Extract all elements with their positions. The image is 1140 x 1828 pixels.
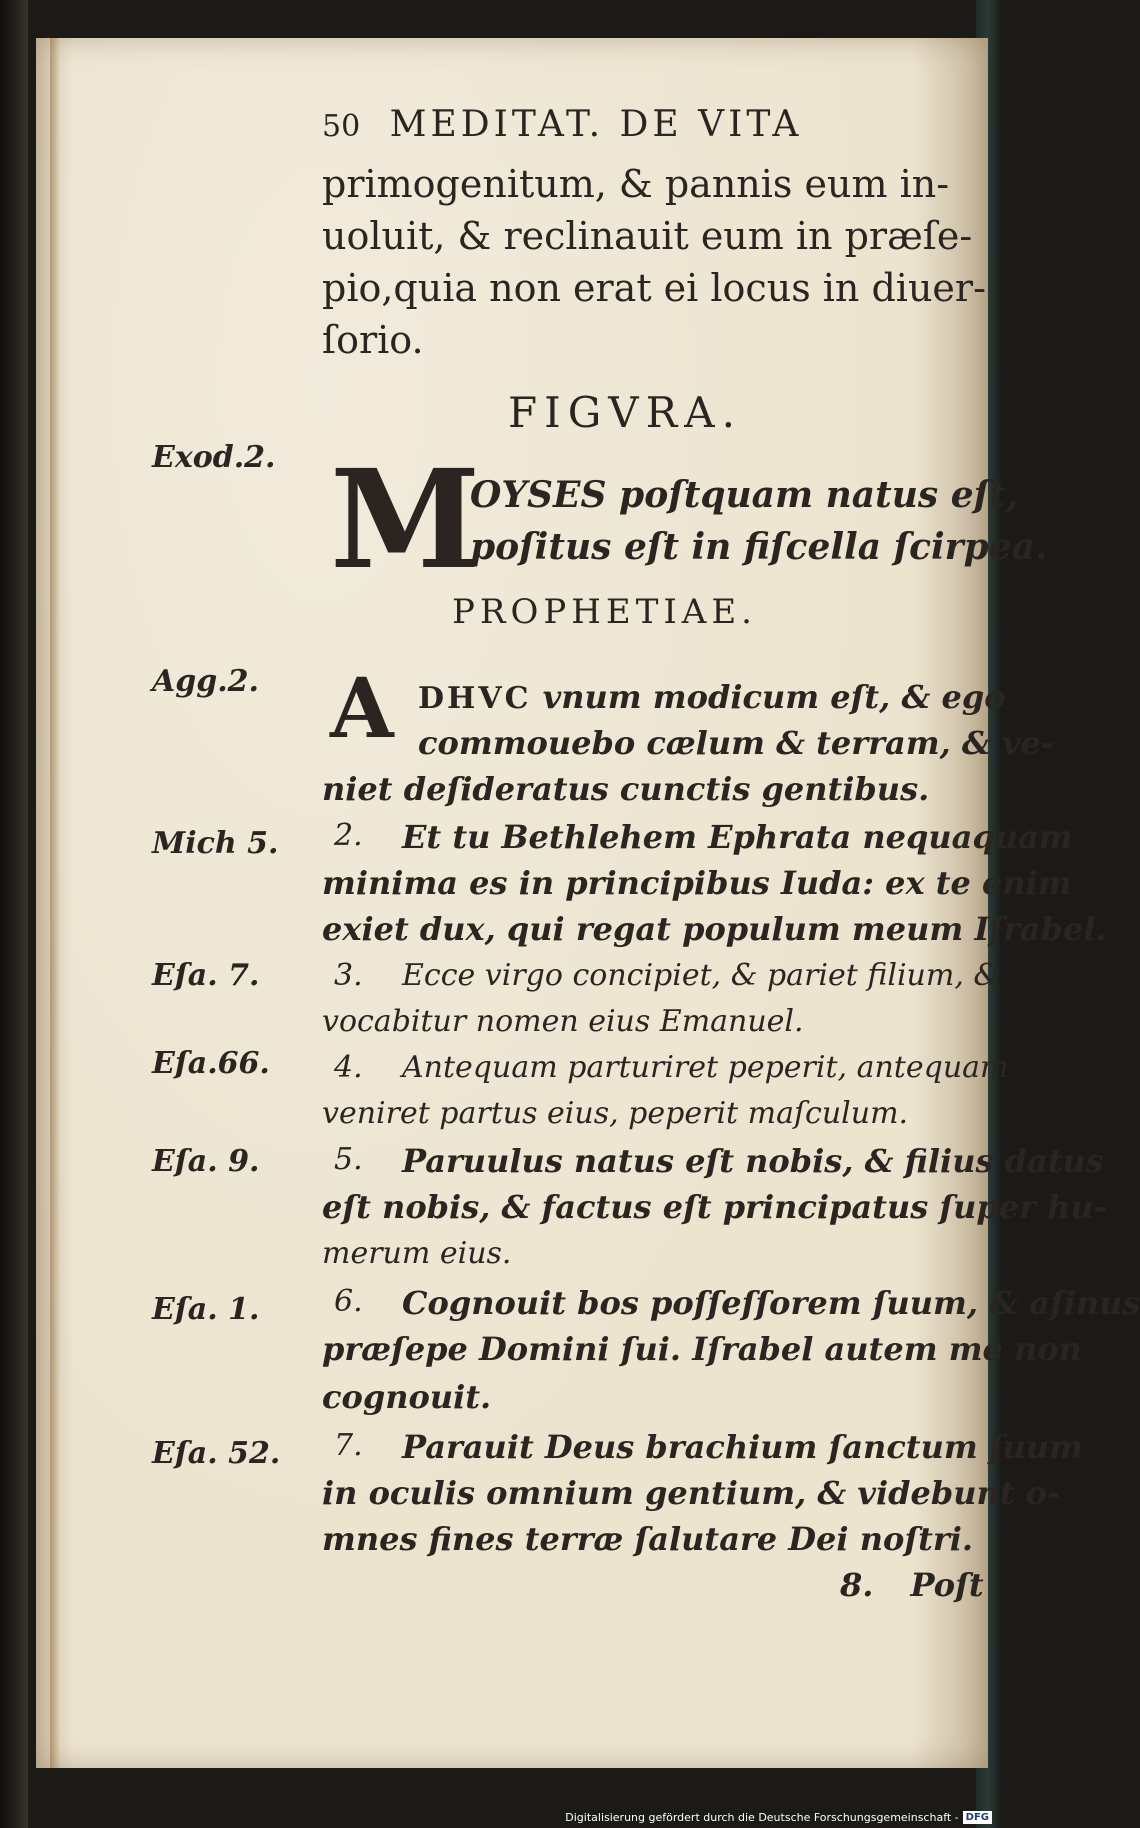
verse-number: 3. — [334, 958, 363, 993]
margin-reference: Eſa. 1. — [152, 1292, 260, 1327]
credit-text: Digitalisierung gefördert durch die Deutsche Forschungsgemeinschaft - — [565, 1811, 959, 1824]
dfg-logo: DFG — [963, 1811, 992, 1824]
digitization-credit — [565, 1811, 992, 1824]
margin-reference: Exod.2. — [152, 440, 276, 475]
margin-reference: Eſa.66. — [152, 1046, 270, 1081]
figura-line: poſitus eſt in fiſcella ſcirpea. — [470, 526, 1048, 568]
verse-number: 2. — [334, 818, 363, 853]
drop-initial-a: A — [330, 661, 394, 757]
prophecy-line: Paruulus natus eſt nobis, & filius datus — [402, 1142, 1104, 1180]
prophecy-line: exiet dux, qui regat populum meum Iſrabel. — [322, 910, 1107, 948]
text-line: uoluit, & reclinauit eum in præſe- — [322, 214, 973, 258]
prophecy-line: Parauit Deus brachium ſanctum ſuum — [402, 1428, 1083, 1466]
text-line: primogenitum, & pannis eum in- — [322, 162, 950, 206]
running-title: MEDITAT. DE VITA — [389, 104, 803, 145]
prophecy-line: eſt nobis, & factus eſt principatus ſuper hu- — [322, 1188, 1107, 1226]
running-head — [322, 104, 802, 145]
page-number: 50 — [322, 109, 361, 144]
prophecy-line: in oculis omnium gentium, & videbunt o- — [322, 1474, 1061, 1512]
verse-number: 7. — [334, 1428, 363, 1463]
prophecy-line: merum eius. — [322, 1236, 512, 1271]
prophecy-line: niet deſideratus cunctis gentibus. — [322, 770, 930, 808]
text-line: ſorio. — [322, 318, 424, 362]
section-heading-figura: FIGVRA. — [508, 388, 742, 437]
page-gutter-shadow — [50, 38, 60, 1768]
prophecy-line: vnum modicum eſt, & ego — [542, 678, 1006, 716]
prophecy-line: Ecce virgo concipiet, & pariet filium, & — [402, 958, 1001, 993]
margin-reference: Eſa. 52. — [152, 1436, 281, 1471]
figura-line: OYSES poſtquam natus eſt, — [470, 474, 1019, 516]
margin-reference: Eſa. 9. — [152, 1144, 260, 1179]
text-line: pio,quia non erat ei locus in diuer- — [322, 266, 986, 310]
prophecy-line: cognouit. — [322, 1378, 492, 1416]
verse-number: 6. — [334, 1284, 363, 1319]
margin-reference: Eſa. 7. — [152, 958, 260, 993]
prophecy-line: præſepe Domini ſui. Iſrabel autem me non — [322, 1330, 1082, 1368]
catchword-number: 8. — [840, 1566, 874, 1604]
prophecy-line: Et tu Bethlehem Ephrata nequaquam — [402, 818, 1073, 856]
margin-reference: Agg.2. — [152, 664, 259, 699]
prophecy-line: Antequam parturiret peperit, antequam — [402, 1050, 1009, 1085]
book-spine — [0, 0, 28, 1828]
drop-initial-m: M — [330, 440, 481, 600]
catchword — [840, 1566, 984, 1604]
catchword-text: Poſt — [910, 1566, 984, 1604]
verse-number: 4. — [334, 1050, 363, 1085]
lead-capitals: DHVC — [418, 681, 532, 716]
prophecy-line: vocabitur nomen eius Emanuel. — [322, 1004, 804, 1039]
prophecy-line: minima es in principibus Iuda: ex te enim — [322, 864, 1072, 902]
margin-reference: Mich 5. — [152, 826, 279, 861]
prophecy-line: commouebo cælum & terram, & ve- — [418, 724, 1055, 762]
prophecy-line: Cognouit bos poſſeſſorem ſuum, & aſinus — [402, 1284, 1140, 1322]
section-heading-prophetiae: PROPHETIAE. — [452, 592, 757, 632]
prophecy-line: veniret partus eius, peperit maſculum. — [322, 1096, 909, 1131]
verse-number: 5. — [334, 1142, 363, 1177]
prophecy-line: mnes fines terræ ſalutare Dei noſtri. — [322, 1520, 974, 1558]
